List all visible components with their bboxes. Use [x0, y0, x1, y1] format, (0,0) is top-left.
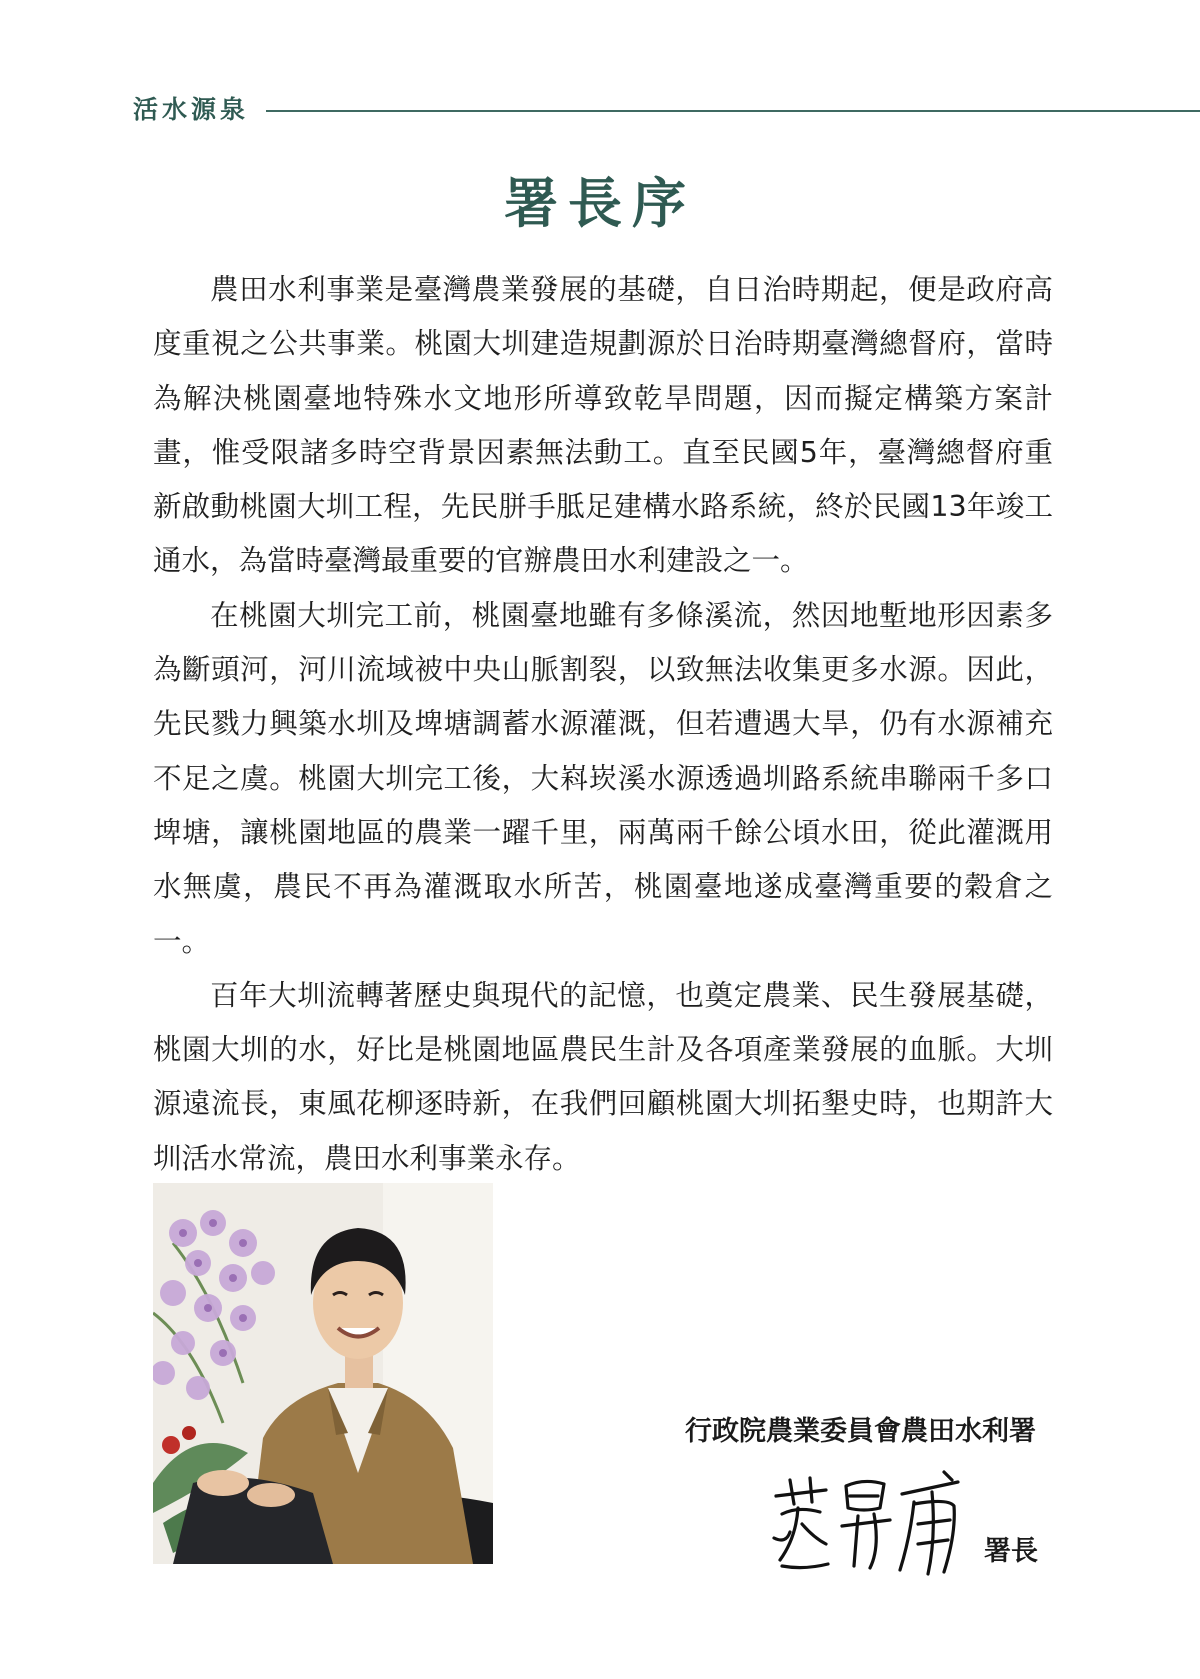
paragraph-3: 百年大圳流轉著歷史與現代的記憶，也奠定農業、民生發展基礎，桃園大圳的水，好比是桃園地區農民生計及各項產業發展的血脈。大圳源遠流長，東風花柳逐時新，在我們回顧桃園大圳拓墾史時，也期許大圳活水常流，農田水利事業永存。 [153, 978, 1053, 1175]
organization-name: 行政院農業委員會農田水利署 [685, 1416, 1036, 1447]
paragraph-1: 農田水利事業是臺灣農業發展的基礎，自日治時期起，便是政府高度重視之公共事業。桃園大圳建造規劃源於日治時期臺灣總督府，當時為解決桃園臺地特殊水文地形所導致乾旱問題，因而擬定構築方案計畫，惟受限諸多時空背景因素無法動工。直至民國5年，臺灣總督府重新啟動桃園大圳工程，先民胼手胝足建構水路系統，終於民國13年竣工通水，為當時臺灣最重要的官辦農田水利建設之一。 [153, 273, 1053, 578]
director-title: 署長 [984, 1536, 1038, 1567]
handwritten-signature [768, 1468, 968, 1578]
page-title: 署長序 [504, 171, 696, 235]
paragraph-2: 在桃園大圳完工前，桃園臺地雖有多條溪流，然因地塹地形因素多為斷頭河，河川流域被中央山脈割裂，以致無法收集更多水源。因此，先民戮力興築水圳及埤塘調蓄水源灌溉，但若遭遇大旱，仍有水源補充不足之虞。桃園大圳完工後，大嵙崁溪水源透過圳路系統串聯兩千多口埤塘，讓桃園地區的農業一躍千里，兩萬兩千餘公頃水田，從此灌溉用水無虞，農民不再為灌溉取水所苦，桃園臺地遂成臺灣重要的穀倉之一。 [153, 598, 1053, 958]
header-divider [266, 110, 1200, 112]
preface-body [153, 263, 1053, 1186]
section-label: 活水源泉 [133, 95, 250, 124]
director-portrait-photo [153, 1183, 493, 1564]
